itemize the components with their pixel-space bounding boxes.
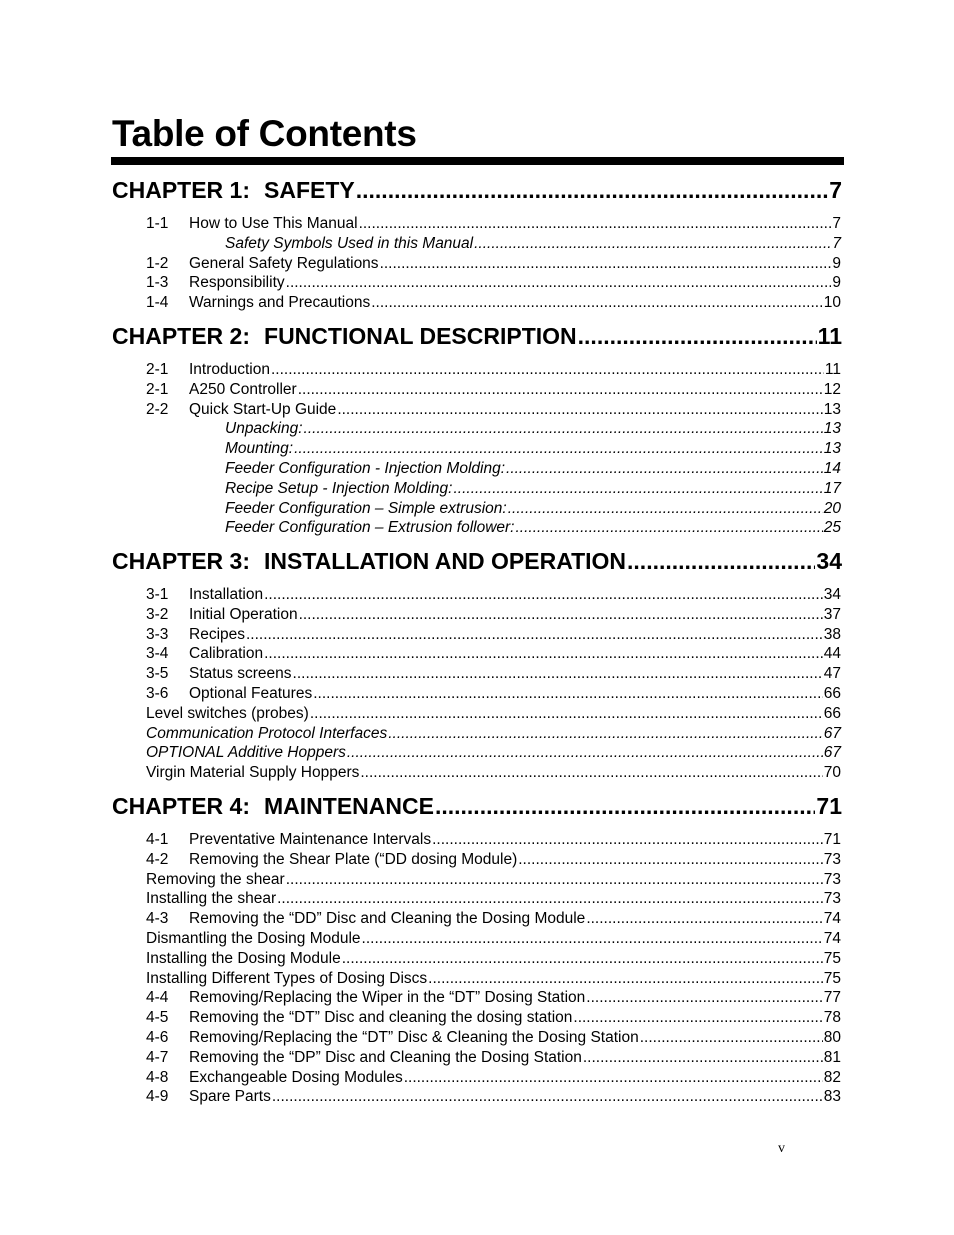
page-number: v [778,1141,785,1156]
entry-title: Optional Features [189,685,313,702]
entry-title: Safety Symbols Used in this Manual [225,234,474,252]
dot-leader [518,850,823,869]
entry-title: Feeder Configuration – Extrusion follower: [225,519,515,537]
entry-page: 73 [823,870,841,888]
dot-leader [272,1087,823,1106]
toc-entry[interactable] [146,988,841,1007]
chapter-heading[interactable] [112,322,842,350]
entry-page: 80 [823,1029,841,1046]
dot-leader [310,704,823,723]
entry-title: Unpacking: [225,420,303,438]
chapter-label: CHAPTER 1: [112,177,251,203]
entry-title: Recipe Setup - Injection Molding: [225,479,453,497]
entry-page: 73 [823,890,841,908]
chapter-page: 71 [816,793,842,819]
entry-title: Calibration [189,645,264,663]
entry-number: 4-7 [146,1048,169,1066]
dot-leader [294,439,823,458]
entry-title: Level switches (probes) [146,704,309,722]
toc-entry[interactable] [146,254,841,273]
chapter-page: 7 [829,177,842,203]
entry-title: OPTIONAL Additive Hoppers [146,744,346,762]
chapter-title: FUNCTIONAL DESCRIPTION [264,323,577,349]
entry-page: 7 [832,234,841,252]
toc-entry[interactable] [146,763,841,782]
entry-page: 9 [832,254,841,272]
entry-title: Communication Protocol Interfaces [146,724,388,742]
dot-leader [627,547,815,575]
dot-leader [388,724,823,743]
chapter-label: CHAPTER 3: [112,548,251,574]
dot-leader [271,360,824,379]
toc-entry[interactable] [146,360,841,379]
entry-title: Removing the “DT” Disc and cleaning the dosing station [189,1009,573,1027]
entry-page: 74 [823,910,841,928]
toc-entry[interactable] [146,1028,841,1047]
toc-entry[interactable] [146,949,841,968]
entry-title: Removing the “DP” Disc and Cleaning the Dosing Station [189,1048,582,1066]
entry-page: 81 [823,1048,841,1066]
entry-page: 38 [823,625,841,643]
toc-entry[interactable] [146,929,841,948]
dot-leader [428,969,823,988]
dot-leader [506,459,823,478]
dot-leader [356,176,828,204]
entry-page: 74 [823,930,841,947]
entry-page: 67 [823,744,841,762]
entry-page: 44 [823,645,841,663]
dot-leader [304,419,823,438]
toc-entry[interactable] [225,439,841,458]
dot-leader [342,949,823,968]
toc-entry[interactable] [146,644,841,663]
entry-number: 4-8 [146,1068,169,1086]
entry-title: Removing the shear [146,870,285,888]
dot-leader [293,664,823,683]
entry-title: Installing Different Types of Dosing Discs [146,969,428,987]
entry-page: 78 [823,1009,841,1027]
entry-title: Installing the shear [146,890,277,908]
entry-page: 70 [823,764,841,782]
entry-number: 4-9 [146,1088,169,1106]
toc-entry[interactable] [146,664,841,683]
entry-title: Dismantling the Dosing Module [146,930,361,947]
entry-title: Feeder Configuration – Simple extrusion: [225,499,507,517]
chapter-title: INSTALLATION AND OPERATION [264,548,627,574]
toc-entry[interactable] [146,1068,841,1087]
toc-entry[interactable] [146,969,841,988]
entry-number: 4-6 [146,1029,169,1046]
toc-entry[interactable] [146,704,841,723]
dot-leader [360,763,822,782]
dot-leader [264,644,823,663]
title-rule [111,157,844,165]
entry-page: 25 [823,519,841,537]
toc-entry[interactable] [146,909,841,928]
toc-entry[interactable] [146,850,841,869]
toc-entry[interactable] [146,400,841,419]
entry-page: 14 [823,460,841,477]
entry-page: 71 [823,831,841,848]
chapter-page: 34 [816,548,842,574]
dot-leader [313,684,823,703]
entry-page: 13 [823,440,841,458]
dot-leader [578,322,817,350]
dot-leader [640,1028,823,1047]
chapter-title: MAINTENANCE [264,793,434,819]
toc-entry[interactable] [146,1087,841,1106]
toc-entry[interactable] [146,380,841,399]
entry-title: How to Use This Manual [189,215,358,232]
dot-leader [347,743,823,762]
entry-title: Initial Operation [189,605,298,623]
dot-leader [246,625,823,644]
entry-page: 37 [823,605,841,623]
entry-title: General Safety Regulations [189,254,379,272]
entry-number: 3-4 [146,645,169,663]
entry-page: 9 [832,274,841,292]
entry-page: 13 [823,420,841,438]
toc-entry[interactable] [146,214,841,233]
dot-leader [435,792,815,820]
entry-number: 1-1 [146,215,169,232]
toc-entry[interactable] [225,479,841,498]
entry-title: Virgin Material Supply Hoppers [146,764,360,782]
chapter-heading[interactable] [112,792,842,820]
entry-number: 2-2 [146,400,169,418]
dot-leader [432,830,823,849]
entry-number: 3-6 [146,685,169,702]
entry-number: 1-4 [146,294,169,312]
dot-leader [474,234,831,253]
entry-title: Removing/Replacing the Wiper in the “DT” Dosing Station [189,989,586,1007]
dot-leader [298,380,823,399]
chapter-title: SAFETY [264,177,355,203]
dot-leader [583,1048,823,1067]
entry-title: Status screens [189,665,292,683]
toc-entry[interactable] [225,499,841,518]
toc-entry[interactable] [146,585,841,604]
entry-number: 2-1 [146,361,169,378]
page-title: Table of Contents [112,113,417,154]
toc-entry[interactable] [146,724,841,743]
toc-entry[interactable] [225,459,841,478]
entry-page: 83 [823,1088,841,1106]
toc-entry[interactable] [146,293,841,312]
entry-title: Removing the “DD” Disc and Cleaning the Dosing Module [189,910,586,928]
entry-title: Quick Start-Up Guide [189,400,337,418]
entry-number: 3-5 [146,665,169,683]
dot-leader [586,909,822,928]
entry-title: Installation [189,586,264,603]
chapter-label: CHAPTER 4: [112,793,251,819]
entry-page: 67 [823,724,841,742]
dot-leader [359,214,832,233]
entry-number: 3-3 [146,625,169,643]
toc-entry[interactable] [146,605,841,624]
entry-page: 20 [823,499,841,517]
dot-leader [299,605,823,624]
chapter-page: 11 [817,323,842,349]
entry-number: 1-2 [146,254,169,272]
entry-title: Preventative Maintenance Intervals [189,831,432,848]
dot-leader [286,273,832,292]
entry-number: 3-2 [146,605,169,623]
entry-number: 4-5 [146,1009,169,1027]
entry-number: 3-1 [146,586,169,603]
entry-title: Exchangeable Dosing Modules [189,1068,403,1086]
toc-entry[interactable] [225,419,841,438]
entry-page: 77 [823,989,841,1007]
dot-leader [277,889,823,908]
entry-title: Introduction [189,361,270,378]
entry-page: 75 [823,969,841,987]
entry-page: 75 [823,949,841,967]
entry-title: Installing the Dosing Module [146,949,341,967]
dot-leader [380,254,832,273]
chapter-heading[interactable] [112,176,842,204]
entry-page: 7 [832,215,841,232]
entry-number: 4-3 [146,910,169,928]
entry-number: 4-1 [146,831,169,848]
entry-title: Recipes [189,625,245,643]
dot-leader [515,518,822,537]
toc-entry[interactable] [146,830,841,849]
entry-number: 4-2 [146,850,169,868]
entry-number: 1-3 [146,274,169,292]
entry-title: A250 Controller [189,380,297,398]
dot-leader [362,929,823,948]
entry-page: 10 [823,294,841,312]
entry-number: 4-4 [146,989,169,1007]
chapter-heading[interactable] [112,547,842,575]
entry-page: 47 [823,665,841,683]
entry-title: Spare Parts [189,1088,271,1106]
dot-leader [286,870,823,889]
entry-page: 66 [823,685,841,702]
toc-entry[interactable] [225,234,841,253]
entry-page: 34 [823,586,841,603]
entry-page: 82 [823,1068,841,1086]
toc-entry[interactable] [146,684,841,703]
entry-number: 2-1 [146,380,169,398]
chapter-label: CHAPTER 2: [112,323,251,349]
dot-leader [371,293,823,312]
toc-entry[interactable] [146,870,841,889]
entry-page: 73 [823,850,841,868]
toc-entry[interactable] [146,1048,841,1067]
entry-title: Feeder Configuration - Injection Molding: [225,460,506,477]
entry-title: Warnings and Precautions [189,294,371,312]
entry-title: Responsibility [189,274,285,292]
entry-title: Removing/Replacing the “DT” Disc & Cleaning the Dosing Station [189,1029,639,1046]
entry-page: 11 [824,361,841,378]
toc-entry[interactable] [146,889,841,908]
dot-leader [453,479,822,498]
entry-title: Removing the Shear Plate (“DD dosing Module) [189,850,518,868]
toc-entry[interactable] [146,1008,841,1027]
dot-leader [586,988,822,1007]
toc-entry[interactable] [225,518,841,537]
entry-page: 66 [823,704,841,722]
entry-title: Mounting: [225,440,294,458]
dot-leader [573,1008,822,1027]
dot-leader [264,585,823,604]
dot-leader [337,400,822,419]
entry-page: 13 [823,400,841,418]
entry-page: 17 [823,479,841,497]
dot-leader [508,499,823,518]
dot-leader [404,1068,823,1087]
entry-page: 12 [823,380,841,398]
toc-entry[interactable] [146,743,841,762]
toc-entry[interactable] [146,273,841,292]
toc-entry[interactable] [146,625,841,644]
